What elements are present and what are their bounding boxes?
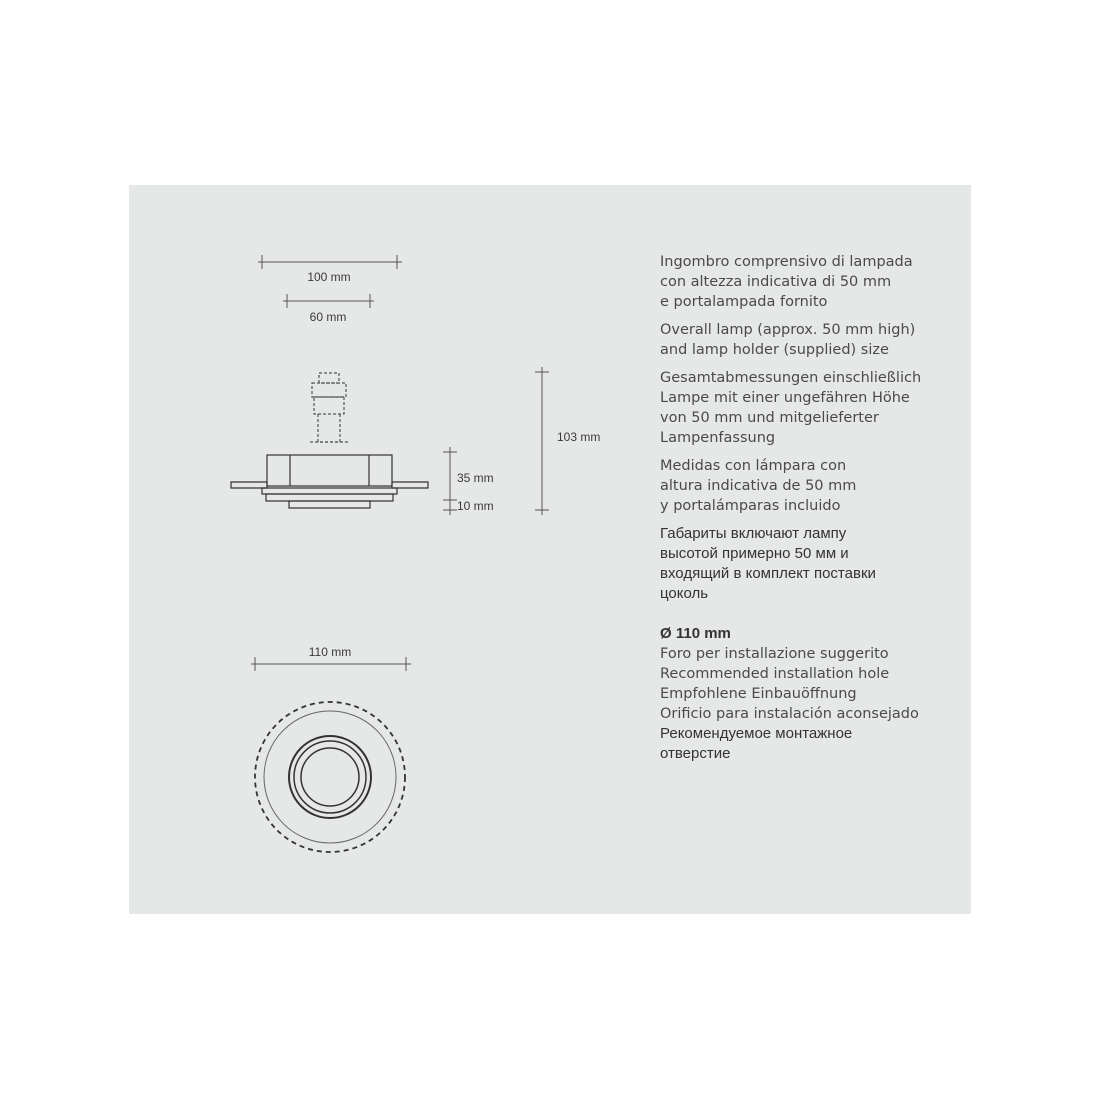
hole-ru-line-2: отверстие [660,745,731,762]
hole-ru-line-1: Рекомендуемое монтажное [660,725,853,742]
dimension-line-100 [258,255,402,269]
dimension-line-35-10 [443,447,457,515]
description-de: Gesamtabmessungen einschließlich Lampe mit einer ungefähren Höhe von 50 mm und mitgelieferter Lampenfassung [660,370,922,446]
dimension-line-103 [535,367,549,515]
description-es: Medidas con lámpara con altura indicativa de 50 mm y portalámparas incluido [660,458,857,514]
description-ru: Габариты включают лампу высотой примерно 50 мм и входящий в комплект поставки цоколь [660,525,876,602]
dimension-line-110 [251,657,411,671]
top-view [255,702,405,852]
hole-en: Recommended installation hole [660,666,890,682]
label-100mm: 100 mm [307,270,351,284]
dimension-line-60 [283,294,374,308]
description-en: Overall lamp (approx. 50 mm high) and lamp holder (supplied) size [660,322,916,358]
label-10mm: 10 mm [457,499,494,513]
hole-es: Orificio para instalación aconsejado [660,706,919,722]
hole-it: Foro per installazione suggerito [660,646,889,662]
description-it: Ingombro comprensivo di lampada con altezza indicativa di 50 mm e portalampada fornito [660,254,913,310]
label-103mm: 103 mm [557,430,601,444]
label-35mm: 35 mm [457,471,494,485]
hole-de: Empfohlene Einbauöffnung [660,686,857,702]
description-column [660,252,960,764]
hole-diameter-title: Ø 110 mm [660,625,731,642]
label-110mm: 110 mm [308,645,352,659]
label-60mm: 60 mm [309,310,347,324]
side-view [231,373,428,508]
